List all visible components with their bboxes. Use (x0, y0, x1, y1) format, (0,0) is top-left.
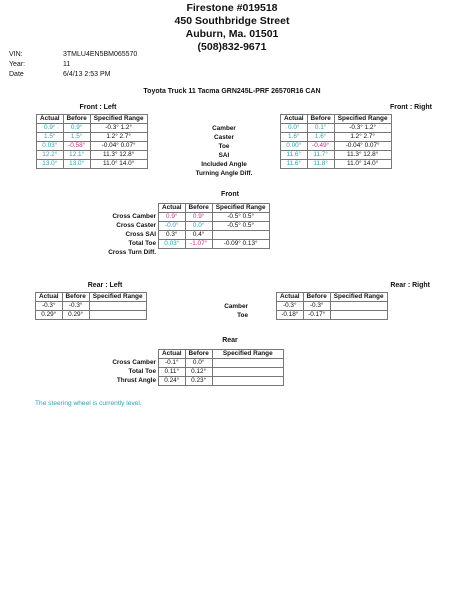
spec-cell: -0.3° 1.2° (90, 124, 147, 133)
table-row (159, 213, 270, 222)
date-row (9, 71, 110, 78)
spec-cell (330, 302, 387, 311)
col-header: Before (63, 115, 90, 124)
actual-cell: -0.0° (159, 222, 186, 231)
spec-cell (89, 302, 146, 311)
table-row (159, 377, 284, 386)
actual-cell: 11.6° (281, 160, 308, 169)
shop-header (0, 2, 464, 54)
before-cell: -0.58° (63, 142, 90, 151)
front-left-table (36, 114, 148, 169)
table-row (37, 142, 148, 151)
col-header: Actual (277, 293, 304, 302)
spec-cell: -0.04° 0.07° (90, 142, 147, 151)
label-rear-camber: Camber (224, 303, 248, 310)
spec-cell (212, 359, 283, 368)
front-cross-table (158, 203, 270, 249)
table-row (159, 231, 270, 240)
spec-cell: 11.0° 14.0° (90, 160, 147, 169)
year-row (9, 61, 70, 68)
actual-cell: 0.03° (37, 142, 64, 151)
spec-cell (89, 311, 146, 320)
table-row (281, 142, 392, 151)
label-total-toe: Total Toe (128, 240, 156, 247)
spec-cell (330, 311, 387, 320)
col-header: Actual (281, 115, 308, 124)
label-toe: Toe (218, 143, 230, 150)
label-cross-camber: Cross Camber (112, 213, 156, 220)
spec-cell: -0.09° 0.13° (212, 240, 269, 249)
front-cross-labels (70, 212, 156, 257)
spec-cell: -0.5° 0.5° (212, 222, 269, 231)
label-cross-caster: Cross Caster (116, 222, 156, 229)
col-header: Before (185, 350, 212, 359)
before-cell: 0.29° (62, 311, 89, 320)
before-cell: -0.49° (307, 142, 334, 151)
table-row (281, 124, 392, 133)
before-cell: 0.23° (185, 377, 212, 386)
table-row (37, 124, 148, 133)
spec-cell: 11.0° 14.0° (334, 160, 391, 169)
vin-value: 3TMLU4EN5BM065570 (63, 51, 138, 58)
actual-cell: 0.0° (281, 124, 308, 133)
spec-cell: 11.3° 12.8° (334, 151, 391, 160)
spec-cell (212, 231, 269, 240)
actual-cell: 0.11° (159, 368, 186, 377)
actual-cell: 0.9° (159, 213, 186, 222)
before-cell: 0.0° (185, 222, 212, 231)
spec-cell: 1.2° 2.7° (90, 133, 147, 142)
table-row (277, 302, 388, 311)
label-rear-total-toe: Total Toe (128, 368, 156, 375)
col-header: Before (303, 293, 330, 302)
shop-phone: (508)832-9671 (197, 41, 267, 53)
label-camber: Camber (212, 125, 236, 132)
table-row (281, 151, 392, 160)
actual-cell: -0.1° (159, 359, 186, 368)
spec-cell: 11.3° 12.8° (90, 151, 147, 160)
table-row (159, 222, 270, 231)
rear-right-title: Rear : Right (390, 282, 430, 289)
actual-cell: 12.2° (37, 151, 64, 160)
label-cross-sai: Cross SAI (125, 231, 156, 238)
before-cell: 0.9° (185, 213, 212, 222)
actual-cell: 11.6° (281, 151, 308, 160)
col-header: Before (62, 293, 89, 302)
rear-cross-labels (70, 358, 156, 385)
before-cell: -1.07° (185, 240, 212, 249)
front-title: Front (221, 191, 239, 198)
actual-cell: -0.3° (36, 302, 63, 311)
col-header: Specified Range (334, 115, 391, 124)
steering-status-note: The steering wheel is currently level. (35, 400, 142, 407)
table-row (281, 160, 392, 169)
year-label: Year: (9, 61, 26, 68)
table-row (36, 311, 147, 320)
front-right-table (280, 114, 392, 169)
rear-left-table (35, 292, 147, 320)
shop-street: 450 Southbridge Street (174, 15, 290, 27)
col-header: Actual (159, 350, 186, 359)
actual-cell: 0.9° (37, 124, 64, 133)
before-cell: -0.3° (62, 302, 89, 311)
before-cell: 0.12° (185, 368, 212, 377)
col-header: Before (185, 204, 212, 213)
table-row (37, 133, 148, 142)
before-cell: 0.0° (185, 359, 212, 368)
before-cell: 1.5° (63, 133, 90, 142)
front-left-title: Front : Left (79, 104, 117, 111)
rear-measure-labels (200, 302, 248, 320)
actual-cell: 1.5° (37, 133, 64, 142)
actual-cell: 0.3° (159, 231, 186, 240)
label-sai: SAI (218, 152, 230, 159)
col-header: Before (307, 115, 334, 124)
label-caster: Caster (214, 134, 234, 141)
before-cell: 0.1° (307, 124, 334, 133)
before-cell: 11.8° (307, 160, 334, 169)
shop-name: Firestone #019518 (186, 2, 278, 14)
table-row (159, 359, 284, 368)
rear-left-title: Rear : Left (87, 282, 123, 289)
shop-city: Auburn, Ma. 01501 (185, 28, 279, 40)
table-row (277, 311, 388, 320)
actual-cell: 0.24° (159, 377, 186, 386)
label-rear-toe: Toe (237, 312, 248, 319)
col-header: Specified Range (330, 293, 387, 302)
actual-cell: 0.29° (36, 311, 63, 320)
spec-cell: -0.3° 1.2° (334, 124, 391, 133)
vin-label: VIN: (9, 51, 23, 58)
date-label: Date (9, 71, 24, 78)
col-header: Specified Range (212, 350, 283, 359)
label-turning-angle-diff: Turning Angle Diff. (195, 170, 253, 177)
before-cell: 13.0° (63, 160, 90, 169)
col-header: Specified Range (90, 115, 147, 124)
date-value: 6/4/13 2:53 PM (63, 71, 111, 78)
spec-cell: -0.5° 0.5° (212, 213, 269, 222)
actual-cell: 13.0° (37, 160, 64, 169)
label-thrust-angle: Thrust Angle (116, 377, 156, 384)
col-header: Actual (159, 204, 186, 213)
table-row (281, 133, 392, 142)
col-header: Specified Range (212, 204, 269, 213)
col-header: Actual (36, 293, 63, 302)
rear-right-table (276, 292, 388, 320)
label-rear-cross-camber: Cross Camber (112, 359, 156, 366)
year-value: 11 (63, 61, 71, 68)
spec-cell (212, 368, 283, 377)
label-cross-turn-diff: Cross Turn Diff. (108, 249, 156, 256)
actual-cell: 1.6° (281, 133, 308, 142)
table-row (159, 368, 284, 377)
rear-title: Rear (222, 337, 238, 344)
before-cell: 11.7° (307, 151, 334, 160)
table-row (36, 302, 147, 311)
before-cell: -0.3° (303, 302, 330, 311)
actual-cell: 0.03° (159, 240, 186, 249)
front-right-title: Front : Right (390, 104, 432, 111)
actual-cell: -0.3° (277, 302, 304, 311)
table-row (159, 240, 270, 249)
actual-cell: -0.18° (277, 311, 304, 320)
col-header: Specified Range (89, 293, 146, 302)
label-included-angle: Included Angle (201, 161, 247, 168)
table-row (37, 160, 148, 169)
before-cell: 0.9° (63, 124, 90, 133)
vin-row (9, 51, 137, 58)
spec-cell (212, 377, 283, 386)
front-measure-labels (178, 124, 270, 178)
table-row (37, 151, 148, 160)
before-cell: -0.17° (303, 311, 330, 320)
vehicle-description: Toyota Truck 11 Tacma GRN245L-PRF 26570R16 CAN (143, 88, 321, 95)
rear-cross-table (158, 349, 284, 386)
spec-cell: 1.2° 2.7° (334, 133, 391, 142)
actual-cell: 0.00° (281, 142, 308, 151)
before-cell: 1.6° (307, 133, 334, 142)
spec-cell: -0.04° 0.07° (334, 142, 391, 151)
before-cell: 12.1° (63, 151, 90, 160)
col-header: Actual (37, 115, 64, 124)
before-cell: 0.4° (185, 231, 212, 240)
